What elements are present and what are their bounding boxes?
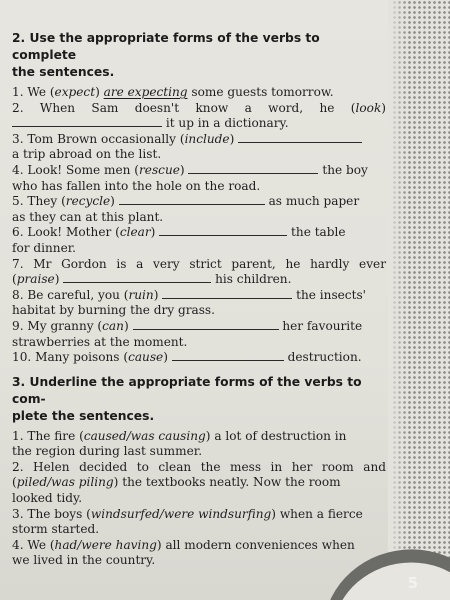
exercise-2 (12, 30, 386, 366)
ex2-sentence-9-cont: strawberries at the moment. (12, 334, 188, 349)
ex3-sentence-4-cont: we lived in the country. (12, 553, 156, 568)
ex3-sentence-4: 4. We (had/were having) all modern conveniences when (12, 537, 355, 552)
page-number: 5 (407, 574, 418, 592)
ex2-sentence-7-cont: (praise) his children. (12, 272, 292, 287)
ex2-blank-8[interactable] (162, 288, 292, 299)
ex2-sentence-1: 1. We (expect) are expecting some guests tomorrow. (12, 85, 334, 99)
dotted-margin-fade (388, 0, 408, 600)
ex2-sentence-5: 5. They (recycle) as much paper (12, 194, 360, 209)
ex2-sentence-6: 6. Look! Mother (clear) the table (12, 225, 346, 240)
ex2-blank-10[interactable] (172, 350, 284, 361)
ex2-sentence-6-cont: for dinner. (12, 240, 77, 255)
ex3-options-4[interactable]: had/were having (54, 537, 157, 552)
ex2-blank-3[interactable] (238, 132, 362, 143)
ex2-blank-2[interactable] (12, 116, 162, 127)
ex2-blank-6[interactable] (159, 225, 287, 236)
ex2-blank-9[interactable] (133, 319, 279, 330)
ex3-sentence-2: 2. Helen decided to clean the mess in her room and (12, 459, 386, 474)
ex3-options-2[interactable]: piled/was piling (16, 475, 114, 490)
ex3-sentence-3: 3. The boys (windsurfed/were windsurfing) when a fierce (12, 506, 363, 521)
exercise-3 (12, 374, 386, 569)
exercise-3-title-line2: plete the sentences. (12, 408, 155, 423)
ex2-sentence-8-cont: habitat by burning the dry grass. (12, 303, 215, 318)
ex2-sentence-5-cont: as they can at this plant. (12, 209, 164, 224)
section-gap (12, 366, 386, 374)
exercise-2-title-line1: 2. Use the appropriate forms of the verbs to complete (12, 31, 320, 62)
ex2-sentence-3-cont: a trip abroad on the list. (12, 147, 162, 162)
ex3-sentence-3-cont: storm started. (12, 522, 100, 537)
ex3-options-3[interactable]: windsurfed/were windsurfing (90, 506, 272, 521)
ex2-blank-7[interactable] (63, 272, 211, 283)
ex2-sentence-8: 8. Be careful, you (ruin) the insects' (12, 287, 366, 302)
ex3-sentence-1: 1. The fire (caused/was causing) a lot of destruction in (12, 428, 347, 443)
ex2-sentence-9: 9. My granny (can) her favourite (12, 318, 363, 333)
exercise-2-title-line2: the sentences. (12, 65, 115, 79)
ex2-sentence-7: 7. Mr Gordon is a very strict parent, he hardly ever (12, 256, 386, 271)
ex3-sentence-2-cont2: looked tidy. (12, 491, 83, 506)
exercise-3-title-line1: 3. Underline the appropriate forms of the verbs to com- (12, 374, 362, 406)
page-content (12, 30, 386, 569)
ex2-sentence-4: 4. Look! Some men (rescue) the boy (12, 162, 368, 177)
ex2-blank-4[interactable] (188, 163, 318, 174)
ex2-sentence-4-cont: who has fallen into the hole on the road. (12, 178, 261, 193)
ex2-sentence-3: 3. Tom Brown occasionally (include) (12, 132, 386, 148)
exercise-3-title (12, 374, 386, 425)
ex3-options-1[interactable]: caused/was causing (83, 428, 206, 443)
ex2-sentence-2: 2. When Sam doesn't know a word, he (look) (12, 100, 386, 115)
ex3-sentence-2-cont: (piled/was piling) the textbooks neatly. Now the room (12, 475, 341, 490)
ex2-blank-5[interactable] (119, 194, 265, 205)
ex3-sentence-1-cont: the region during last summer. (12, 444, 203, 459)
ex2-answer-1: are expecting (103, 85, 188, 99)
ex2-sentence-2-cont: it up in a dictionary. (12, 116, 386, 132)
ex2-sentence-10: 10. Many poisons (cause) destruction. (12, 350, 362, 365)
exercise-2-title (12, 30, 386, 81)
